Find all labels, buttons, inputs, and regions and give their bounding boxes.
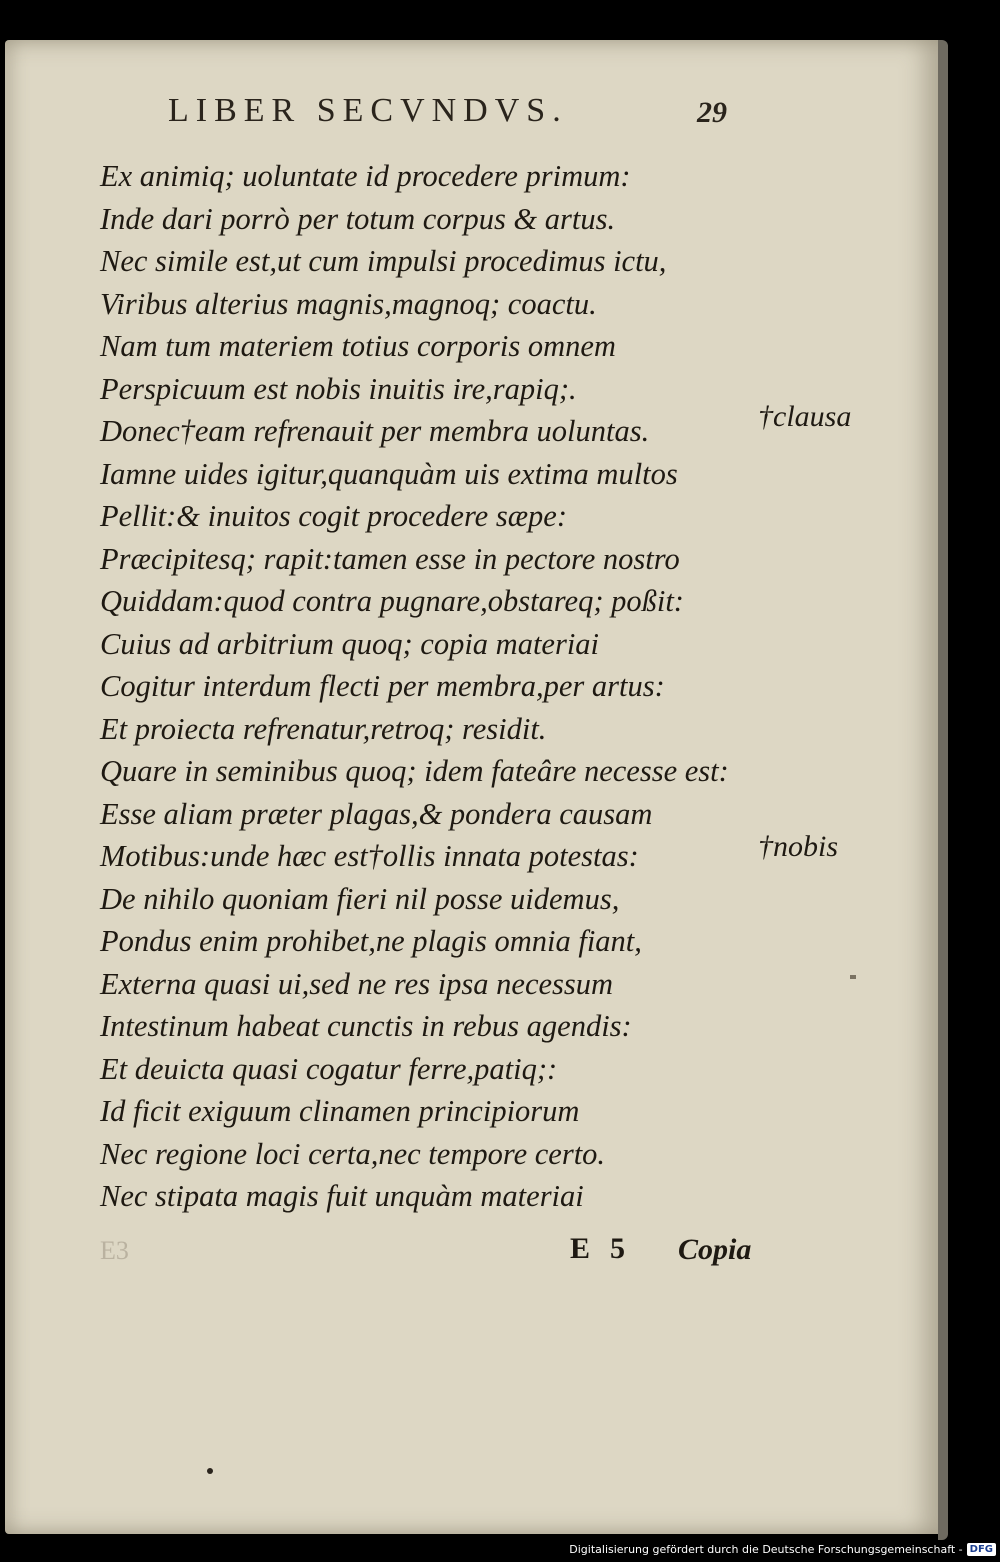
verse-line: Nec simile est,ut cum impulsi procedimus ictu, bbox=[100, 244, 667, 278]
verse-line: Motibus:unde hæc est†ollis innata potestas: bbox=[100, 839, 639, 873]
verse-line: Id ficit exiguum clinamen principiorum bbox=[100, 1094, 580, 1128]
verse-line: Iamne uides igitur,quanquàm uis extima multos bbox=[100, 456, 678, 491]
footer-credit: Digitalisierung gefördert durch die Deutsche Forschungsgemeinschaft - bbox=[569, 1542, 963, 1556]
verse-block bbox=[100, 155, 740, 1218]
verse-line: Perspicuum est nobis inuitis ire,rapiq;. bbox=[100, 371, 577, 406]
dfg-logo-icon: DFG bbox=[967, 1543, 996, 1556]
verse-line: Nam tum materiem totius corporis omnem bbox=[100, 329, 616, 363]
running-head: LIBER SECVNDVS. bbox=[168, 92, 568, 129]
verse-line: Præcipitesq; rapit:tamen esse in pectore nostro bbox=[100, 541, 680, 576]
verse-line: Nec regione loci certa,nec tempore certo. bbox=[100, 1136, 606, 1171]
verse-line: Pondus enim prohibet,ne plagis omnia fiant, bbox=[100, 924, 642, 958]
marginal-note-nobis: †nobis bbox=[758, 830, 839, 863]
verse-line: Quare in seminibus quoq; idem fateâre necesse est: bbox=[100, 754, 729, 788]
signature-mark bbox=[570, 1232, 625, 1266]
page-number: 29 bbox=[697, 96, 727, 129]
page-edge bbox=[938, 40, 948, 1540]
digitization-footer bbox=[569, 1539, 996, 1559]
verse-line: Et proiecta refrenatur,retroq; residit. bbox=[100, 711, 547, 746]
marginal-note-clausa: †clausa bbox=[758, 400, 852, 433]
verse-line: Esse aliam præter plagas,& pondera causam bbox=[100, 796, 653, 831]
signature-number: 5 bbox=[610, 1232, 626, 1265]
verse-line: Intestinum habeat cunctis in rebus agendis: bbox=[100, 1009, 632, 1043]
signature-letter: E bbox=[570, 1232, 591, 1265]
ink-dot bbox=[207, 1468, 213, 1474]
catchword: Copia bbox=[678, 1233, 752, 1266]
verse-line: Inde dari porrò per totum corpus & artus. bbox=[100, 201, 616, 236]
verse-line: Donec†eam refrenauit per membra uoluntas. bbox=[100, 414, 650, 448]
verse-line: Cogitur interdum flecti per membra,per artus: bbox=[100, 669, 665, 703]
verse-line: Viribus alterius magnis,magnoq; coactu. bbox=[100, 286, 597, 321]
verse-line: Cuius ad arbitrium quoq; copia materiai bbox=[100, 626, 600, 661]
verse-line: Ex animiq; uoluntate id procedere primum: bbox=[100, 159, 631, 193]
verse-line: De nihilo quoniam fieri nil posse uidemus, bbox=[100, 881, 620, 916]
verse-line: Quiddam:quod contra pugnare,obstareq; poßit: bbox=[100, 584, 684, 618]
ink-speck bbox=[850, 975, 856, 979]
verse-line: Nec stipata magis fuit unquàm materiai bbox=[100, 1179, 584, 1213]
verse-line: Pellit:& inuitos cogit procedere sæpe: bbox=[100, 499, 568, 533]
verse-line: Externa quasi ui,sed ne res ipsa necessum bbox=[100, 966, 614, 1001]
show-through-smudge: E3 bbox=[100, 1236, 129, 1265]
verse-line: Et deuicta quasi cogatur ferre,patiq;: bbox=[100, 1051, 558, 1086]
